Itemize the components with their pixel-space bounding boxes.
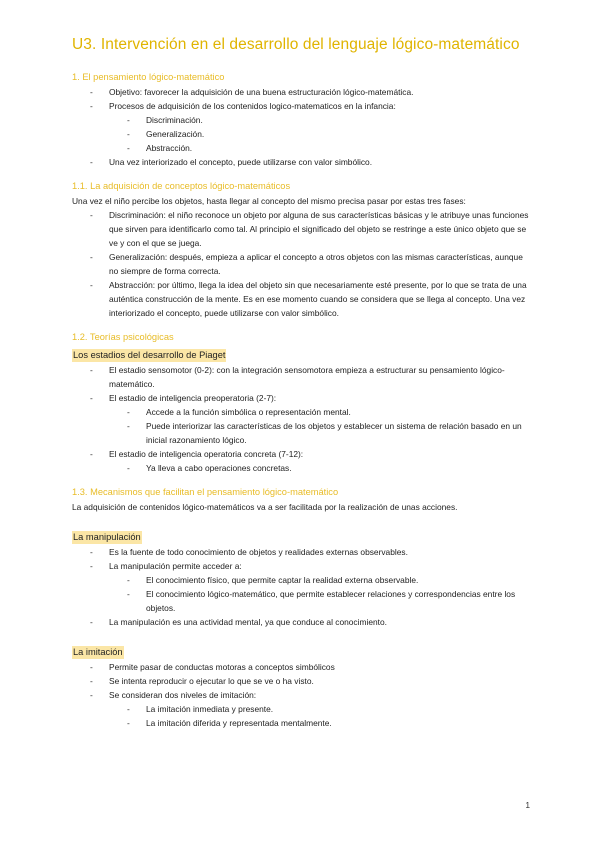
- sub-list: [109, 461, 530, 475]
- section-heading-1: 1. El pensamiento lógico-matemático: [72, 72, 225, 82]
- list-item: - La manipulación es una actividad mental, ya que conduce al conocimiento.: [109, 615, 530, 629]
- section-1-list: [72, 85, 530, 169]
- list-item: - El estadio sensomotor (0-2): con la integración sensomotora empieza a estructurar su pensamiento lógico-matemático.: [109, 363, 530, 391]
- section-heading-1-3: 1.3. Mecanismos que facilitan el pensamiento lógico-matemático: [72, 487, 339, 497]
- sub-list-item: - La imitación inmediata y presente.: [146, 702, 530, 716]
- sub-list: [109, 702, 530, 730]
- highlighted-subheading-manipulacion: La manipulación: [73, 532, 141, 542]
- page-title: U3. Intervención en el desarrollo del lenguaje lógico-matemático: [72, 36, 520, 53]
- list-item: [109, 391, 530, 447]
- list-item: [109, 559, 530, 615]
- list-item-text: Procesos de adquisición de los contenidos logico-matematicos en la infancia:: [109, 101, 396, 111]
- list-item-text: El estadio de inteligencia preoperatoria (2-7):: [109, 393, 277, 403]
- sub-list-item: - Accede a la función simbólica o representación mental.: [146, 405, 530, 419]
- list-item: [109, 99, 530, 155]
- list-item: [109, 688, 530, 730]
- imitacion-list: [72, 660, 530, 730]
- sub-list-item: - Ya lleva a cabo operaciones concretas.: [146, 461, 530, 475]
- list-item: - Generalización: después, empieza a aplicar el concepto a otros objetos con las mismas características, aunque no siempre de forma correcta.: [109, 250, 530, 278]
- list-item: - Discriminación: el niño reconoce un objeto por alguna de sus características básicas y le atribuye unas funciones que sirven para identificarlo como tal. Al principio el significado del objeto se restringe a este único objeto que se ve y con el que se juega.: [109, 208, 530, 250]
- manipulacion-list: [72, 545, 530, 629]
- list-item: [109, 447, 530, 475]
- sub-list-item: - Abstracción.: [146, 141, 530, 155]
- section-heading-1-1: 1.1. La adquisición de conceptos lógico-matemáticos: [72, 181, 291, 191]
- list-item: - Objetivo: favorecer la adquisición de una buena estructuración lógico-matemática.: [109, 85, 530, 99]
- list-item: - Permite pasar de conductas motoras a conceptos simbólicos: [109, 660, 530, 674]
- list-item: - Se intenta reproducir o ejecutar lo que se ve o ha visto.: [109, 674, 530, 688]
- sub-list: [109, 405, 530, 447]
- sub-list-item: - El conocimiento lógico-matemático, que permite establecer relaciones y correspondencias entre los objetos.: [146, 587, 530, 615]
- sub-list-item: - Discriminación.: [146, 113, 530, 127]
- sub-list-item: - La imitación diferida y representada mentalmente.: [146, 716, 530, 730]
- list-item-text: Se consideran dos niveles de imitación:: [109, 690, 257, 700]
- sub-list-item: - El conocimiento físico, que permite captar la realidad externa observable.: [146, 573, 530, 587]
- highlighted-subheading-piaget: Los estadios del desarrollo de Piaget: [73, 350, 226, 360]
- section-1-1-intro: Una vez el niño percibe los objetos, hasta llegar al concepto del mismo precisa pasar por estas tres fases:: [72, 196, 466, 206]
- list-item: - Es la fuente de todo conocimiento de objetos y realidades externas observables.: [109, 545, 530, 559]
- list-item: - Abstracción: por último, llega la idea del objeto sin que necesariamente esté presente, por lo que se trata de una auténtica construcción de la mente. Es en ese momento cuando se considera que se llega al concepto. Una vez interiorizado el concepto, puede utilizarse con valor simbólico.: [109, 278, 530, 320]
- highlighted-subheading-imitacion: La imitación: [73, 647, 123, 657]
- sub-list-item: - Puede interiorizar las características de los objetos y establecer un sistema de relación basado en un inicial razonamiento lógico.: [146, 419, 530, 447]
- list-item: - Una vez interiorizado el concepto, puede utilizarse con valor simbólico.: [109, 155, 530, 169]
- sub-list-item: - Generalización.: [146, 127, 530, 141]
- section-1-3-intro: La adquisición de contenidos lógico-matemáticos va a ser facilitada por la realización de unas acciones.: [72, 502, 458, 512]
- section-1-2-list: [72, 363, 530, 475]
- sub-list: [109, 113, 530, 155]
- sub-list: [109, 573, 530, 615]
- page-number: 1: [525, 800, 530, 810]
- list-item-text: El estadio de inteligencia operatoria concreta (7-12):: [109, 449, 304, 459]
- section-1-1-list: [72, 208, 530, 320]
- list-item-text: La manipulación permite acceder a:: [109, 561, 242, 571]
- section-heading-1-2: 1.2. Teorías psicológicas: [72, 332, 174, 342]
